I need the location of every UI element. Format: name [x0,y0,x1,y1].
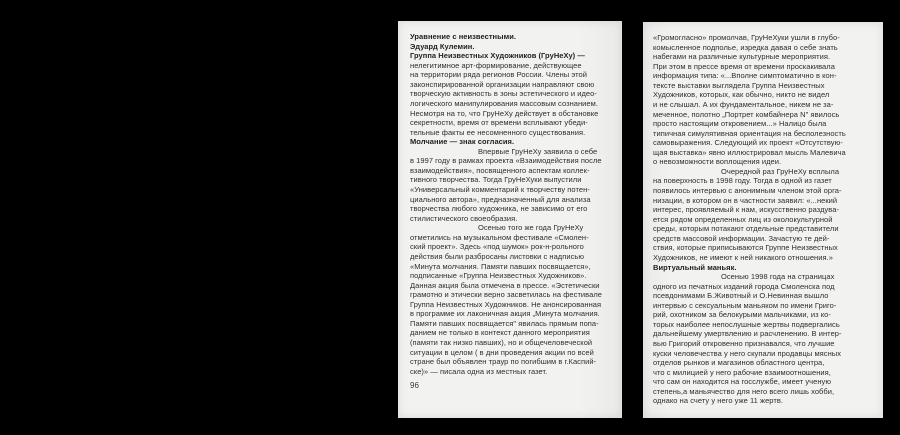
text-line: что сам он находится на госслужбе, имеет ученую [653,377,832,387]
text-line: тивного творчества. Тогда ГруНеХуки выпустили [410,175,582,185]
text-line: низации, в котором он в частности заявил: «...некий [653,195,838,205]
text-line: появилось интервью с анонимным членом этой орга- [653,186,842,195]
text-line: и не слышал. А их фундаментальное, никем не за- [653,99,834,109]
text-line: законспирированной организации направляют свою [410,79,595,89]
text-line: нелегитимное арт-формирование, действующее [410,60,582,70]
text-line: взаимодействия», посвященного аспектам коллек- [410,165,590,175]
text-line: творчества любого художника, не зависимо от его [410,204,588,214]
text-line: грамотно и этически верно засветилась на фестивале [410,290,602,300]
text-line: средств массовой информации. Зачастую те дей- [653,233,830,243]
text-line: Осенью того же года ГруНеХу [478,223,584,233]
text-line: Очередной раз ГруНеХу всплыла [721,166,840,176]
text-line: циального автора», предназначенный для анализа [410,194,591,204]
text-line: Уравнение с неизвестными. [410,32,516,41]
text-line: стилистического своеобразия. [410,213,518,223]
text-line: (памяти так низко павших), но и общечеловеческой [410,338,593,347]
text-line: творческую активность в зоны эстетического и идео- [410,89,597,99]
text-line: в 1997 году в рамках проекта «Взаимодействия после [410,156,602,166]
text-line: Несмотря на то, что ГруНеХу действует в обстановке [410,108,599,118]
text-line: меченное, полотно „Портрет комбайнера N" явилось [653,109,840,119]
text-line: подписанные «Группа Неизвестных Художников». [410,271,587,281]
text-line: Впервые ГруНеХу заявила о себе [478,146,598,156]
text-line: комысленное подполье, изредка давая о себе знать [653,42,838,52]
text-line: ствия, которые приписываются Группе Неизвестных [653,243,838,253]
text-line: Художников, которых, как обычно, никто не видел [653,90,830,100]
text-line: «Минута молчания. Памяти павших посвящается», [410,261,591,271]
book-page-right [643,22,883,418]
text-line: щая выставка» явно иллюстрировал мысль Малевича [653,147,846,157]
text-line: Художников, не имеют к ней никакого отношения.» [653,252,833,262]
text-line: псевдонимами Б.Животный и О.Невинная вышло [653,291,829,301]
text-line: «Громогласно» промолчав, ГруНеХуки ушли в глубо- [653,33,840,42]
text-line: набегами на различные культурные мероприятия. [653,52,831,62]
text-line: отделов рынков и магазинов областного центра, [653,358,825,368]
text-line: логического манипулирования массовым сознанием. [410,98,598,108]
text-line: самовыражения. Следующий их проект «Отсутствую- [653,138,843,148]
text-line: данием не только в контекст данного мероприятия [410,328,590,338]
text-line: действия были разбросаны листовки с надписью [410,251,584,261]
right-page-text-column [653,33,865,406]
text-line: Группа Неизвестных Художников. Не анонсированная [410,299,602,309]
text-line: тексте выставки выглядела Группа Неизвестных [653,80,825,90]
text-line: степень,а маньячество для него всего лишь хобби, [653,386,835,396]
text-line: информация типа: «...Вполне симптоматично в кон- [653,71,837,81]
text-line: на территории ряда регионов России. Члены этой [410,70,587,80]
text-line: ский проект». Здесь «под шумок» рок-н-рольного [410,242,584,252]
text-line: При этом в прессе время от времени проскакивала [653,61,835,71]
text-line: Осенью 1998 года на страницах [721,272,835,282]
text-line: дальнейшему умертвлению и расчленению. В интер- [653,329,842,339]
text-line: на поверхность в 1998 году. Тогда в одной из газет [653,176,832,186]
left-page-text-column [410,32,616,376]
text-line: интервью с сексуальным маньяком по имени Григо- [653,300,837,310]
text-line: ется рядом определенных лиц из околокультурной [653,214,833,224]
text-line: Виртуальный маньяк. [653,262,737,272]
text-line: «Универсальный комментарий к творчеству потен- [410,185,590,194]
text-line: что с милицией у него рабочие взаимоотношения, [653,367,831,377]
text-line: куски человечества у него скупали продавцы мясных [653,348,841,358]
text-line: просто настоящим откровением...» Налицо была [653,119,827,129]
text-line: торых наиболее непослушные жертвы подвергались [653,319,840,329]
text-line: отметились на музыкальном фестивале «Смолен- [410,232,589,242]
text-line: в программе их лаконичная акция „Минута молчания. [410,309,600,319]
text-line: однако на счету у него уже 11 жертв. [653,396,784,406]
text-line: секретности, время от времени всплывают убеди- [410,118,588,128]
book-spine-shadow [622,21,643,418]
text-line: ситуации в целом ( в дни проведения акции по всей [410,347,594,357]
text-line: тельные факты ее несомненного существования. [410,127,586,137]
text-line: Группа Неизвестных Художников (ГруНеХу) — [410,51,585,61]
text-line: Молчание — знак согласия. [410,137,515,147]
text-line: среды, которым потакают отдельные представители [653,224,839,234]
text-line: о невозможности воплощения идеи. [653,157,782,167]
page-number: 96 [410,381,419,390]
text-line: рий, охотником за белокурыми мальчиками, из ко- [653,310,831,320]
text-line: типичная симулятивная ориентация на бесполезность [653,128,846,138]
text-line: Памяти павших посвящается" явилась прямым попа- [410,318,599,328]
text-line: интерес, проявляемый к нам, искусственно раздува- [653,205,840,215]
text-line: вью Григорий откровенно признавался, что лучшие [653,339,835,348]
text-line: стране был объявлен траур по погибшим в г.Каспий- [410,357,597,367]
text-line: Эдуард Кулемин. [410,41,475,51]
text-line: Данная акция была отмечена в прессе. «Эстетически [410,280,600,290]
text-line: одного из печатных изданий города Смоленска под [653,281,835,291]
book-page-left [398,21,622,418]
text-line: ске)» — писала одна из местных газет. [410,366,548,376]
